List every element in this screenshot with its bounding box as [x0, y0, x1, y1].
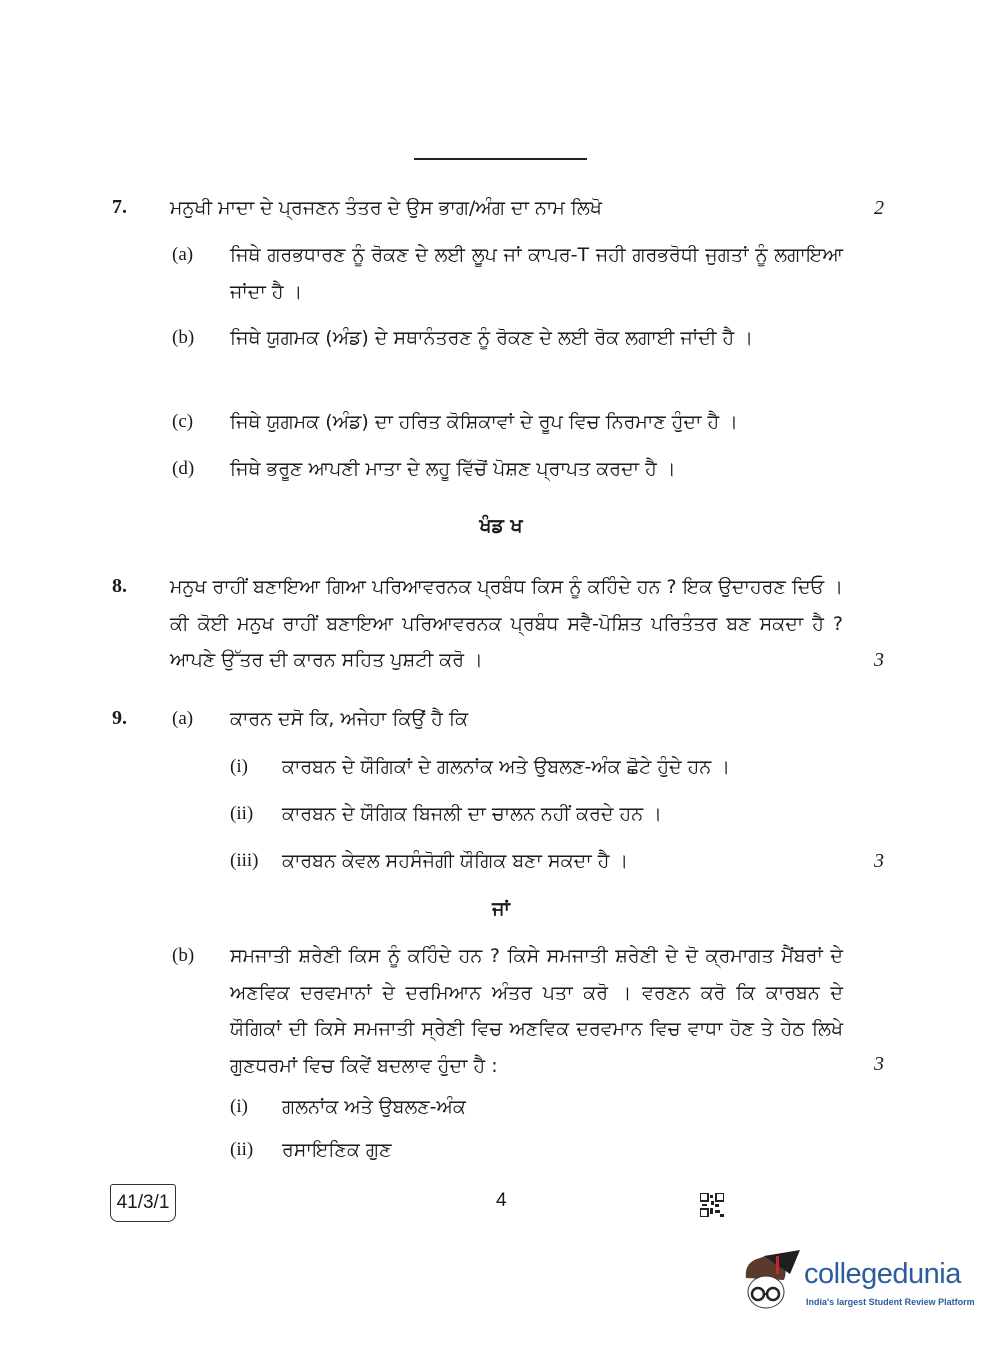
- q7-part-b-text: ਜਿਥੇ ਯੁਗਮਕ (ਅੰਡ) ਦੇ ਸਥਾਨੰਤਰਣ ਨੂੰ ਰੋਕਣ ਦੇ ਲਈ ਰੋਕ ਲਗਾਈ ਜਾਂਦੀ ਹੈ ।: [230, 327, 754, 349]
- q7-part-b-label: (b): [172, 327, 195, 348]
- q9a-marks: 3: [874, 850, 884, 872]
- top-divider: [414, 158, 587, 160]
- question-8-number: 8.: [112, 575, 127, 597]
- q9b-item-i-label: (i): [230, 1096, 248, 1117]
- q9a-item-ii-text: ਕਾਰਬਨ ਦੇ ਯੌਗਿਕ ਬਿਜਲੀ ਦਾ ਚਾਲਨ ਨਹੀਂ ਕਰਦੇ ਹਨ ।: [282, 803, 662, 825]
- watermark-tagline: India's largest Student Review Platform: [806, 1297, 975, 1307]
- q9b-item-i-text: ਗਲਨਾਂਕ ਅਤੇ ਉਬਲਣ-ਅੰਕ: [282, 1096, 466, 1118]
- q7-part-c-label: (c): [172, 411, 194, 432]
- q9a-item-iii-text: ਕਾਰਬਨ ਕੇਵਲ ਸਹਸੰਜੋਗੀ ਯੌਗਿਕ ਬਣਾ ਸਕਦਾ ਹੈ ।: [282, 850, 629, 872]
- q9b-item-ii-text: ਰਸਾਇਣਿਕ ਗੁਣ: [282, 1139, 392, 1161]
- q9-part-a-text: ਕਾਰਨ ਦਸੋ ਕਿ, ਅਜੇਹਾ ਕਿਉਂ ਹੈ ਕਿ: [230, 708, 469, 730]
- q9a-item-i-label: (i): [230, 756, 248, 777]
- watermark-brand: collegedunia: [804, 1258, 961, 1290]
- q9-part-a-label: (a): [172, 708, 194, 729]
- paper-code: 41/3/1: [116, 1192, 170, 1213]
- q7-part-d-label: (d): [172, 458, 195, 479]
- qr-code-icon: [700, 1193, 724, 1217]
- paper-code-badge: [110, 1184, 176, 1222]
- q9-part-b-text: ਸਮਜਾਤੀ ਸ਼ਰੇਣੀ ਕਿਸ ਨੂੰ ਕਹਿੰਦੇ ਹਨ ? ਕਿਸੇ ਸਮਜਾਤੀ ਸ਼ਰੇਣੀ ਦੇ ਦੋ ਕ੍ਰਮਾਗਤ ਮੈਂਬਰਾਂ ਦੇ ਅਣਵਿਕ ਦਰਵਮਾਨਾਂ ਦੇ ਦਰਮਿਆਨ ਅੰਤਰ ਪਤਾ ਕਰੋ । ਵਰਣਨ ਕਰੋ ਕਿ ਕਾਰਬਨ ਦੇ ਯੌਗਿਕਾਂ ਦੀ ਕਿਸੇ ਸਮਜਾਤੀ ਸ੍ਰੇਣੀ ਵਿਚ ਅਣਵਿਕ ਦਰਵਮਾਨ ਵਿਚ ਵਾਧਾ ਹੋਣ ਤੇ ਹੇਠ ਲਿਖੇ ਗੁਣਧਰਮਾਂ ਵਿਚ ਕਿਵੇਂ ਬਦਲਾਵ ਹੁੰਦਾ ਹੈ :: [230, 945, 843, 1077]
- question-7-number: 7.: [112, 196, 127, 218]
- collegedunia-mascot-icon: [742, 1248, 804, 1314]
- question-7-text: ਮਨੁਖੀ ਮਾਦਾ ਦੇ ਪ੍ਰਜਣਨ ਤੰਤਰ ਦੇ ਉਸ ਭਾਗ/ਅੰਗ ਦਾ ਨਾਮ ਲਿਖੋ: [170, 197, 602, 219]
- q7-part-d-text: ਜਿਥੇ ਭਰੂਣ ਆਪਣੀ ਮਾਤਾ ਦੇ ਲਹੂ ਵਿੱਚੋਂ ਪੋਸ਼ਣ ਪ੍ਰਾਪਤ ਕਰਦਾ ਹੈ ।: [230, 458, 676, 480]
- question-9-number: 9.: [112, 707, 127, 729]
- section-heading: ਖੰਡ ਖ: [479, 515, 523, 537]
- q9b-marks: 3: [874, 1053, 884, 1075]
- page-number: 4: [496, 1190, 507, 1211]
- q9a-item-ii-label: (ii): [230, 803, 254, 824]
- q9-part-b-label: (b): [172, 945, 195, 966]
- q9a-item-iii-label: (iii): [230, 850, 259, 871]
- question-8-text: ਮਨੁਖ ਰਾਹੀਂ ਬਣਾਇਆ ਗਿਆ ਪਰਿਆਵਰਨਕ ਪ੍ਰਬੰਧ ਕਿਸ ਨੂੰ ਕਹਿੰਦੇ ਹਨ ? ਇਕ ਉਦਾਹਰਣ ਦਿਓ । ਕੀ ਕੋਈ ਮਨੁਖ ਰਾਹੀਂ ਬਣਾਇਆ ਪਰਿਆਵਰਨਕ ਪ੍ਰਬੰਧ ਸਵੈ-ਪੋਸ਼ਿਤ ਪਰਿਤੰਤਰ ਬਣ ਸਕਦਾ ਹੈ ? ਆਪਣੇ ਉੱਤਰ ਦੀ ਕਾਰਨ ਸਹਿਤ ਪੁਸ਼ਟੀ ਕਰੋ ।: [170, 576, 843, 671]
- q7-part-a-text: ਜਿਥੇ ਗਰਭਧਾਰਣ ਨੂੰ ਰੋਕਣ ਦੇ ਲਈ ਲੂਪ ਜਾਂ ਕਾਪਰ-T ਜਹੀ ਗਰਭਰੋਧੀ ਜੁਗਤਾਂ ਨੂੰ ਲਗਾਇਆ ਜਾਂਦਾ ਹੈ ।: [230, 244, 843, 303]
- question-7-marks: 2: [874, 197, 884, 219]
- q9a-item-i-text: ਕਾਰਬਨ ਦੇ ਯੌਗਿਕਾਂ ਦੇ ਗਲਨਾਂਕ ਅਤੇ ਉਬਲਣ-ਅੰਕ ਛੋਟੇ ਹੁੰਦੇ ਹਨ ।: [282, 756, 731, 778]
- or-separator: ਜਾਂ: [492, 898, 510, 920]
- q9b-item-ii-label: (ii): [230, 1139, 254, 1160]
- question-8-marks: 3: [874, 649, 884, 671]
- q7-part-a-label: (a): [172, 244, 194, 265]
- q7-part-c-text: ਜਿਥੇ ਯੁਗਮਕ (ਅੰਡ) ਦਾ ਹਰਿਤ ਕੋਸ਼ਿਕਾਵਾਂ ਦੇ ਰੂਪ ਵਿਚ ਨਿਰਮਾਣ ਹੁੰਦਾ ਹੈ ।: [230, 411, 738, 433]
